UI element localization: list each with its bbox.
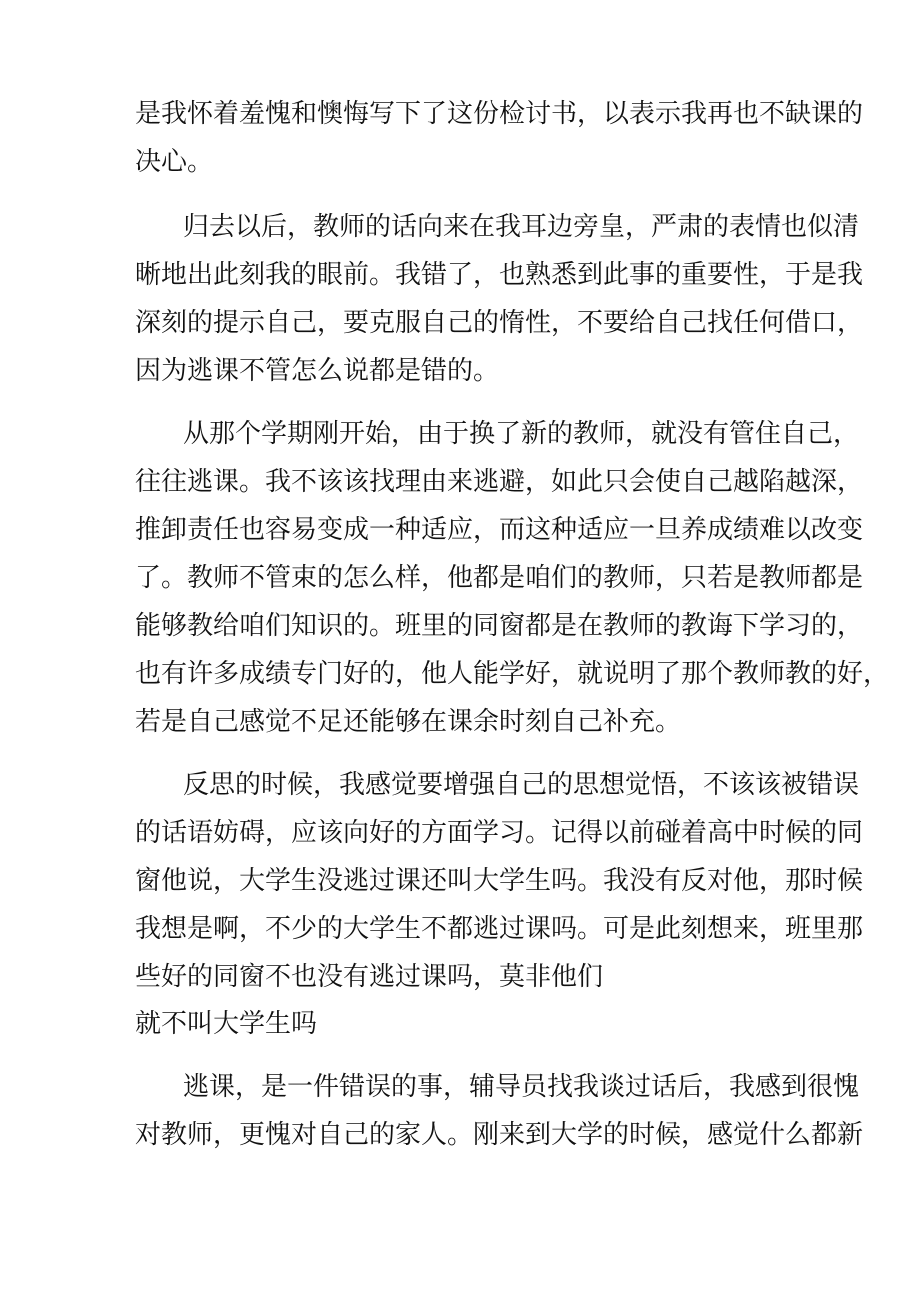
text-line: 决心。 [135, 147, 214, 177]
text-line: 些好的同窗不也没有逃过课吗，莫非他们 [135, 962, 604, 992]
text-line: 是我怀着羞愧和懊悔写下了这份检讨书，以表示我再也不缺课的 [135, 99, 864, 129]
text-line: 逃课，是一件错误的事，辅导员找我谈过话后，我感到很愧 [183, 1072, 860, 1102]
text-line: 推卸责任也容易变成一种适应，而这种适应一旦养成绩难以改变 [135, 515, 864, 545]
text-line: 对教师，更愧对自己的家人。刚来到大学的时候，感觉什么都新 [135, 1120, 864, 1150]
text-line: 了。教师不管束的怎么样，他都是咱们的教师，只若是教师都是 [135, 563, 864, 593]
text-line: 晰地出此刻我的眼前。我错了，也熟悉到此事的重要性，于是我 [135, 260, 864, 290]
text-line: 从那个学期刚开始，由于换了新的教师，就没有管住自己， [183, 419, 860, 449]
text-line: 深刻的提示自己，要克服自己的惰性，不要给自己找任何借口， [135, 308, 864, 338]
text-line: 的话语妨碍，应该向好的方面学习。记得以前碰着高中时候的同 [135, 818, 864, 848]
text-line: 反思的时候，我感觉要增强自己的思想觉悟，不该该被错误 [183, 770, 860, 800]
text-line: 窗他说，大学生没逃过课还叫大学生吗。我没有反对他，那时候 [135, 866, 864, 896]
text-line: 若是自己感觉不足还能够在课余时刻自己补充。 [135, 707, 682, 737]
text-line: 因为逃课不管怎么说都是错的。 [135, 356, 500, 386]
text-line: 能够教给咱们知识的。班里的同窗都是在教师的教诲下学习的， [135, 611, 864, 641]
text-line: 往往逃课。我不该该找理由来逃避，如此只会使自己越陷越深， [135, 467, 864, 497]
text-line: 就不叫大学生吗 [135, 1009, 318, 1039]
text-line: 我想是啊，不少的大学生不都逃过课吗。可是此刻想来，班里那 [135, 914, 864, 944]
text-line: 归去以后，教师的话向来在我耳边旁皇，严肃的表情也似清 [183, 212, 860, 242]
text-line: 也有许多成绩专门好的，他人能学好，就说明了那个教师教的好， [135, 659, 890, 689]
